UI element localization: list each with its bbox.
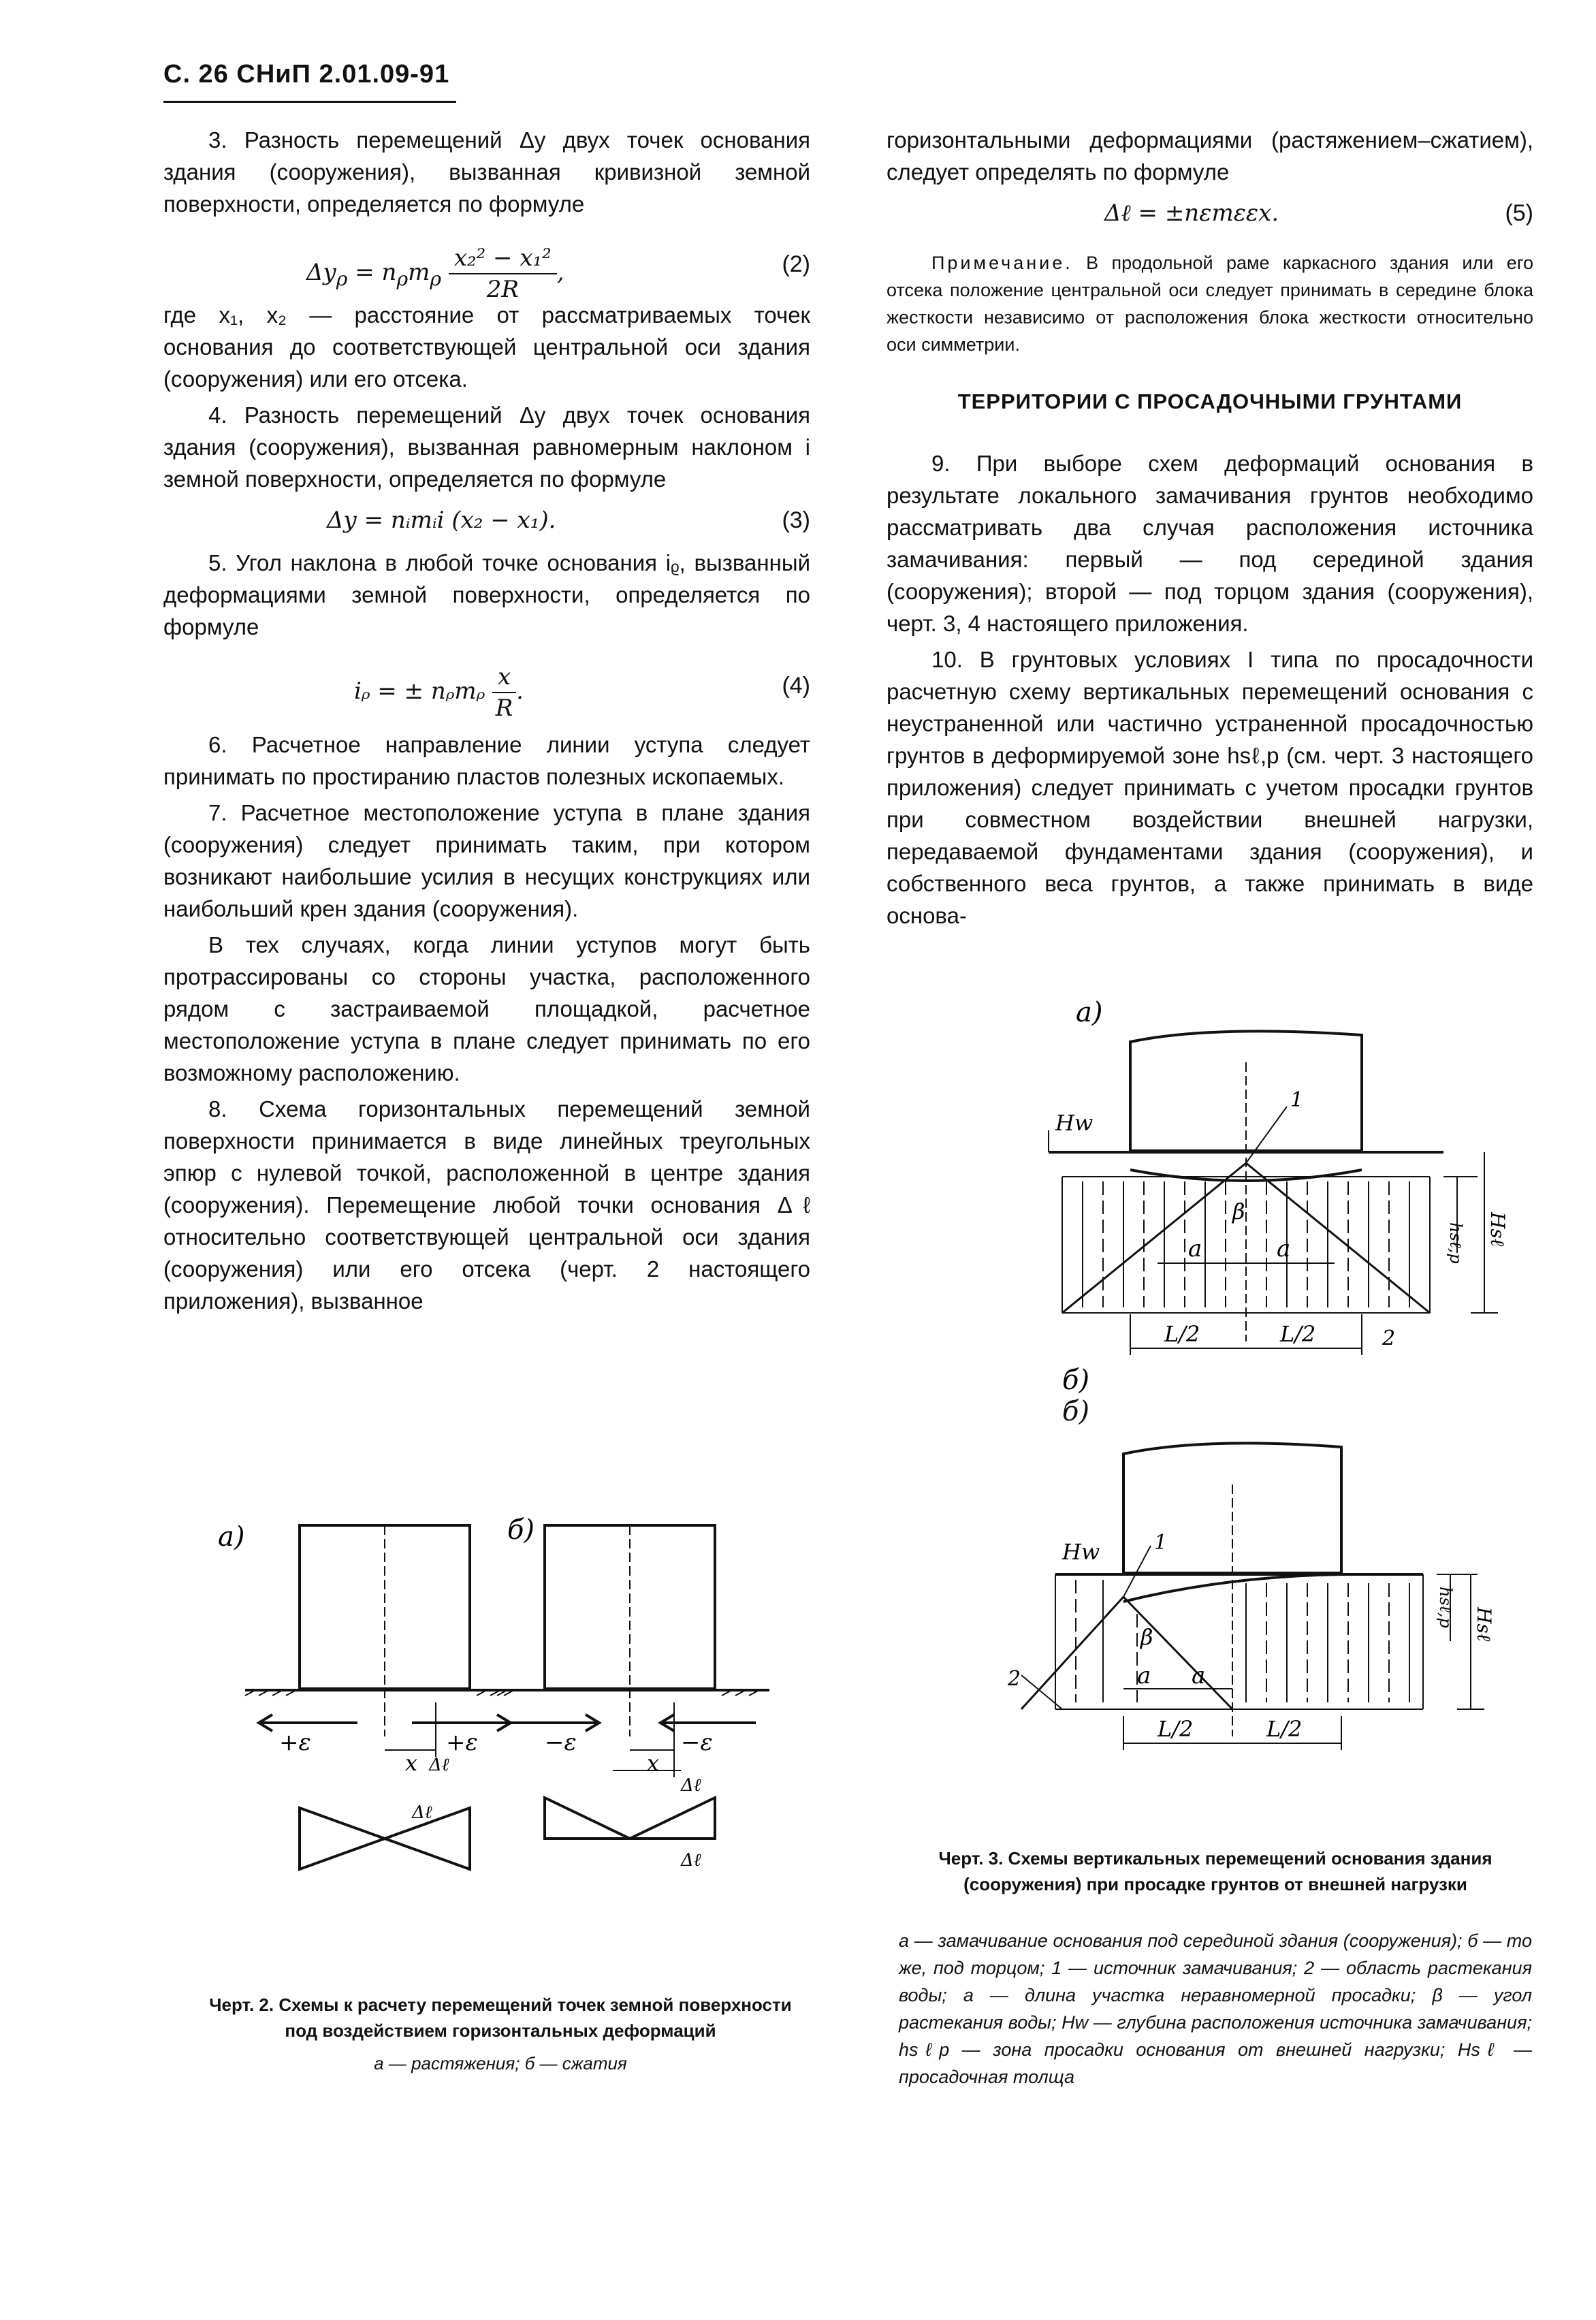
fig3a-a-right: a	[1277, 1235, 1291, 1262]
section-title: ТЕРРИТОРИИ С ПРОСАДОЧНЫМИ ГРУНТАМИ	[957, 390, 1463, 413]
figure-2-caption-subtitle: а — растяжения; б — сжатия	[374, 2053, 627, 2073]
fig2-minus-eps-right: −ε	[681, 1729, 713, 1756]
page-header: С. 26 СНиП 2.01.09-91	[163, 60, 450, 89]
fig3a-two: 2	[1382, 1326, 1396, 1350]
paragraph-10: 10. В грунтовых условиях I типа по просадочности расчетную схему вертикальных перемещений основания с неустраненной или частично устраненной просадочностью грунтов в деформируемой зоне hsℓ,p (см. черт. 3 настоящего приложения) следует принимать с учетом просадки грунтов при совместном воздействии внешней нагрузки, передаваемой фундаментами здания (сооружения), и собственного веса грунтов, а также принимать в виде основа-	[887, 647, 1533, 928]
paragraph-3: 3. Разность перемещений Δy двух точек основания здания (сооружения), вызванная кривизной земной поверхности, определяется по формуле	[163, 127, 810, 217]
left-column	[163, 124, 810, 1321]
fig3a-a-left: a	[1188, 1235, 1202, 1262]
paragraph-7: 7. Расчетное местоположение уступа в плане здания (сооружения) следует принимать таким, при котором возникают наибольшие усилия в несущих конструкциях или наибольший крен здания (сооружения).	[163, 800, 810, 921]
fig3a-hslp: hsℓ,p	[1446, 1222, 1465, 1264]
paragraph-8: 8. Схема горизонтальных перемещений земной поверхности принимается в виде линейных треугольных эпюр с нулевой точкой, расположенной в центре здания (сооружения). Перемещение любой точки основания Δℓ относительно соответствующей центральной оси здания (сооружения) или его отсека (черт. 2 настоящего приложения), вызванное	[163, 1096, 810, 1314]
figure-3-caption-title: Черт. 3. Схемы вертикальных перемещений основания здания (сооружения) при просадке грунтов от внешней нагрузки	[938, 1848, 1493, 1894]
paragraph-7b: В тех случаях, когда линии уступов могут быть протрассированы со стороны участка, расположенного рядом с застраиваемой площадкой, расчетное местоположение уступа в плане следует принимать по его возможному расположению.	[163, 932, 810, 1085]
fig3-label-a: а)	[1076, 997, 1103, 1028]
formula-5-expression: Δℓ = ±nεmεεx.	[1104, 200, 1279, 227]
formula-2-tail: ,	[556, 259, 564, 286]
formula-2-numerator: x₂² − x₁²	[449, 243, 557, 274]
fig2-dl-b: Δℓ	[681, 1775, 701, 1796]
fig3b-one: 1	[1154, 1531, 1168, 1555]
header-rule	[163, 101, 456, 103]
fig3b-a-left: a	[1137, 1662, 1151, 1689]
figure-3b-label: б)	[1062, 1396, 1090, 1427]
fig3b-half-l-left: L/2	[1158, 1716, 1194, 1742]
formula-2: $\Delta y_\rho = n_\rho m_\rho$ $\frac{\text{x₂² − x₁²}}{2R}$ , (2)	[306, 244, 810, 303]
fig3b-hsl: Hsℓ	[1473, 1607, 1495, 1642]
fig3b-a-right: a	[1192, 1662, 1206, 1689]
formula-4-numerator: x	[492, 662, 516, 693]
fig3a-one: 1	[1290, 1088, 1304, 1112]
formula-2-denominator: 2R	[486, 276, 519, 303]
paragraph-5: 5. Угол наклона в любой точке основания iᵨ, вызванный деформациями земной поверхности, определяется по формуле	[163, 550, 810, 639]
formula-3-expression: Δy = nᵢmᵢi (x₂ − x₁).	[327, 507, 556, 534]
figure-2-caption	[204, 1992, 797, 2076]
fig3b-two: 2	[1008, 1667, 1021, 1691]
fig2-plus-eps-left: +ε	[279, 1729, 311, 1756]
paragraph-3-where: где x₁, x₂ — расстояние от рассматриваемых точек основания до соответствующей центральной оси здания (сооружения) или его отсека.	[163, 302, 810, 392]
right-column	[887, 124, 1533, 936]
fig3a-beta: β	[1232, 1198, 1245, 1224]
formula-4-fraction	[492, 662, 516, 723]
note	[887, 249, 1533, 358]
formula-4	[163, 647, 810, 729]
formula-5	[887, 192, 1533, 240]
formula-2-number: (2)	[782, 251, 810, 277]
figure-2-caption-title: Черт. 2. Схемы к расчету перемещений точек земной поверхности под воздействием горизонтальных деформаций	[209, 1995, 792, 2041]
paragraph-4: 4. Разность перемещений Δy двух точек основания здания (сооружения), вызванная равномерным наклоном i земной поверхности, определяется по формуле	[163, 402, 810, 492]
fig3a-hw: Hw	[1055, 1110, 1094, 1136]
figure-3-legend: а — замачивание основания под серединой здания (сооружения); б — то же, под торцом; 1 — источник замачивания; 2 — область растекания воды; a — длина участка неравномерной просадки; β — угол растекания воды; Hw — глубина расположения источника замачивания; hsℓp — зона просадки основания от внешней нагрузки; Hsℓ — просадочная толща	[899, 1930, 1532, 2087]
formula-3	[163, 499, 810, 547]
fig2-dl-epure-a: Δℓ	[412, 1802, 432, 1823]
fig2-dl-epure-b: Δℓ	[681, 1850, 701, 1871]
formula-4-lhs: iᵨ = ± nᵨmᵨ	[354, 678, 485, 705]
formula-2-sub: ρ	[336, 267, 348, 290]
formula-4-denominator: R	[495, 695, 513, 722]
formula-2-mid: = n	[347, 259, 397, 286]
fig3b-hw: Hw	[1062, 1539, 1100, 1565]
fig2-x-b: x	[647, 1750, 660, 1776]
note-label: Примечание.	[931, 253, 1073, 273]
figure-3a-diagram	[1035, 994, 1512, 1416]
fig2-label-b: б)	[507, 1514, 535, 1546]
paragraph-6: 6. Расчетное направление линии уступа следует принимать по простиранию пластов полезных ископаемых.	[163, 732, 810, 789]
figure-3-caption	[899, 1845, 1532, 1897]
formula-2-fraction	[449, 243, 557, 304]
figure-3b-diagram	[1001, 1365, 1505, 1798]
figure-2-diagram	[204, 1498, 817, 1879]
fig2-dl-a: Δℓ	[429, 1755, 449, 1775]
fig3b-beta: β	[1140, 1624, 1153, 1650]
fig2-minus-eps-left: −ε	[545, 1729, 577, 1756]
formula-2-m: m	[408, 259, 430, 286]
fig3a-half-l-left: L/2	[1164, 1321, 1200, 1347]
formula-4-number: (4)	[782, 673, 810, 699]
paragraph-8-continued: горизонтальными деформациями (растяжением–сжатием), следует определять по формуле	[887, 127, 1533, 185]
fig2-label-a: а)	[218, 1521, 245, 1553]
fig3b-hslp: hsℓ,p	[1436, 1587, 1455, 1628]
fig3a-half-l-right: L/2	[1280, 1321, 1316, 1347]
fig3a-hsl: Hsℓ	[1486, 1212, 1509, 1247]
fig2-plus-eps-right: +ε	[446, 1729, 478, 1756]
paragraph-9: 9. При выборе схем деформаций основания в результате локального замачивания грунтов необходимо рассматривать два случая расположения источника замачивания: первый — под серединой здания (сооружения); второй — под торцом здания (сооружения), черт. 3, 4 настоящего приложения.	[887, 451, 1533, 636]
fig3-label-b: б)	[1062, 1365, 1090, 1396]
fig3b-half-l-right: L/2	[1266, 1716, 1303, 1742]
formula-2-lhs: Δy	[306, 259, 336, 286]
formula-3-number: (3)	[782, 507, 810, 533]
formula-4-tail: .	[516, 678, 524, 705]
note-text: В продольной раме каркасного здания или его отсека положение центральной оси следует принимать в середине блока жесткости независимо от расположения блока жесткости относительно оси симметрии.	[887, 253, 1533, 355]
fig2-x-a: x	[405, 1750, 418, 1776]
formula-5-number: (5)	[1505, 200, 1533, 226]
